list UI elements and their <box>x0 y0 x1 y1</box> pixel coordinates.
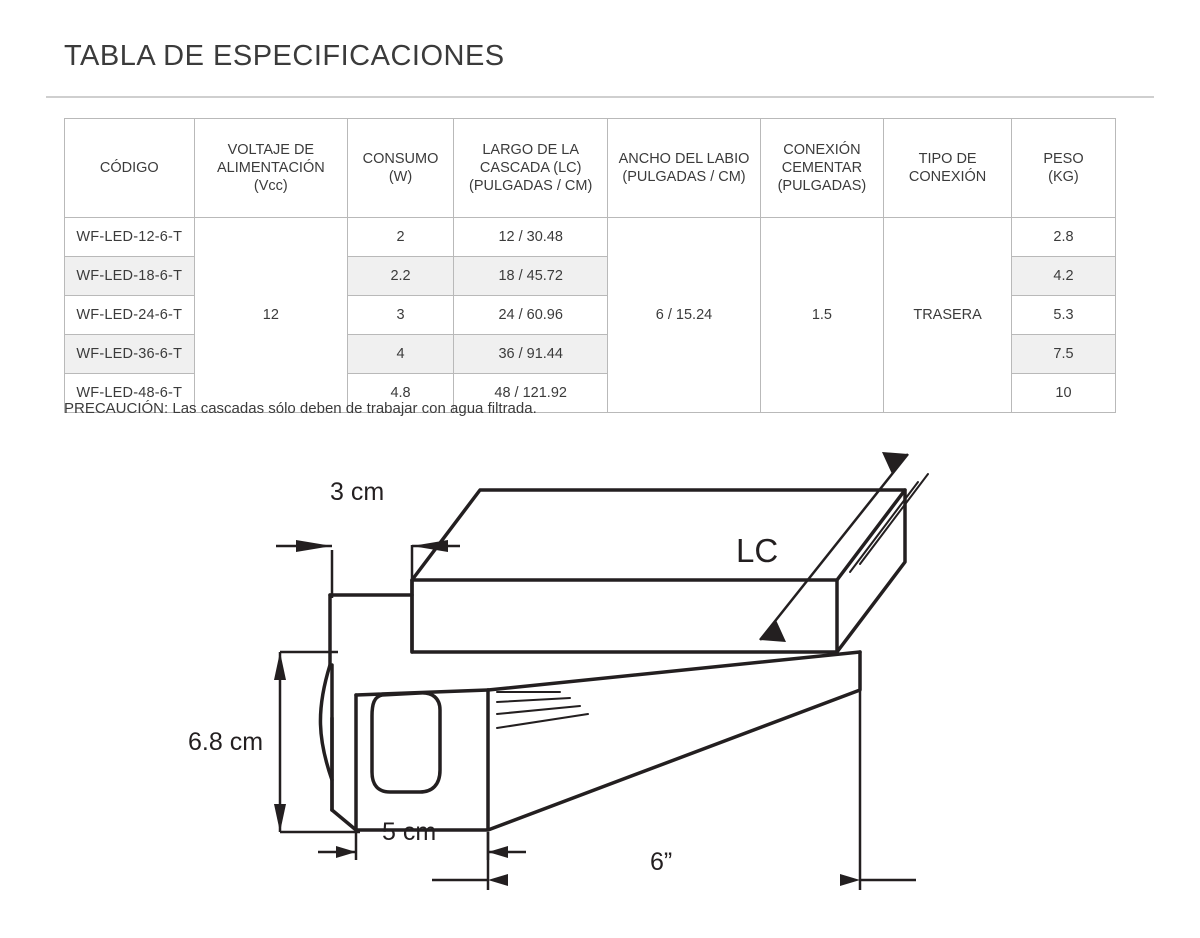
header-line: (Vcc) <box>253 178 288 195</box>
header-line: CASCADA (LC) <box>479 159 582 176</box>
column-header-tipo-conexion <box>884 119 1012 218</box>
column-header-ancho-labio <box>608 119 760 218</box>
column-header-largo <box>453 119 608 218</box>
page-title: TABLA DE ESPECIFICACIONES <box>64 40 505 72</box>
column-header-conexion-cementar <box>760 119 884 218</box>
cell-largo: 12 / 30.48 <box>453 218 608 257</box>
header-line: CONEXIÓN <box>783 141 861 158</box>
cell-consumo: 2 <box>348 218 454 257</box>
header-line: (PULGADAS / CM) <box>469 178 593 195</box>
cell-consumo: 3 <box>348 296 454 335</box>
cell-codigo: WF-LED-18-6-T <box>65 257 195 296</box>
cell-voltaje-merged: 12 <box>194 218 348 413</box>
cell-tipo-conexion-merged: TRASERA <box>884 218 1012 413</box>
header-line: (PULGADAS / CM) <box>622 169 746 185</box>
column-header-codigo <box>65 119 195 218</box>
cell-largo: 48 / 121.92 <box>453 374 608 413</box>
cell-largo: 24 / 60.96 <box>453 296 608 335</box>
cell-codigo: WF-LED-48-6-T <box>65 374 195 413</box>
cell-peso: 7.5 <box>1011 335 1115 374</box>
label-lip-span: 6” <box>650 848 673 876</box>
cell-codigo: WF-LED-36-6-T <box>65 335 195 374</box>
label-depth: 5 cm <box>382 818 437 846</box>
dimension-length <box>760 452 908 642</box>
specifications-table <box>64 118 1116 413</box>
column-header-peso <box>1011 119 1115 218</box>
cell-peso: 5.3 <box>1011 296 1115 335</box>
header-line: TIPO DE <box>918 150 977 167</box>
cell-ancho-labio-merged: 6 / 15.24 <box>608 218 760 413</box>
header-line: ANCHO DEL LABIO <box>618 150 750 167</box>
header-line: PESO <box>1043 150 1084 167</box>
table-header <box>65 119 1116 218</box>
header-line: LARGO DE LA <box>482 141 580 158</box>
table-row <box>65 218 1116 257</box>
cell-consumo: 4 <box>348 335 454 374</box>
header-line: CONEXIÓN <box>908 169 987 185</box>
column-header-voltaje <box>194 119 348 218</box>
cell-consumo: 2.2 <box>348 257 454 296</box>
table-body <box>65 218 1116 413</box>
cell-conexion-cementar-merged: 1.5 <box>760 218 884 413</box>
label-lip-width: 3 cm <box>330 478 385 506</box>
cell-largo: 18 / 45.72 <box>453 257 608 296</box>
cell-peso: 10 <box>1011 374 1115 413</box>
header-line: (PULGADAS) <box>777 178 867 195</box>
label-height: 6.8 cm <box>188 728 264 756</box>
header-line: (W) <box>388 169 413 185</box>
waterfall-body-outline <box>320 474 928 830</box>
dimension-lip-width <box>276 540 460 598</box>
cell-codigo: WF-LED-12-6-T <box>65 218 195 257</box>
table-header-row <box>65 119 1116 218</box>
title-divider <box>46 96 1154 98</box>
dimension-height <box>274 652 360 832</box>
header-line: ALIMENTACIÓN <box>217 159 325 176</box>
caution-note: PRECAUCIÓN: Las cascadas sólo deben de trabajar con agua filtrada. <box>64 400 537 417</box>
product-technical-drawing <box>60 440 1140 920</box>
cell-peso: 2.8 <box>1011 218 1115 257</box>
header-line: CÓDIGO <box>99 159 159 176</box>
header-line: CEMENTAR <box>781 159 863 176</box>
header-line: VOLTAJE DE <box>227 141 315 158</box>
cell-largo: 36 / 91.44 <box>453 335 608 374</box>
header-line: CONSUMO <box>362 150 439 167</box>
header-line: (KG) <box>1048 169 1079 185</box>
cell-peso: 4.2 <box>1011 257 1115 296</box>
cell-consumo: 4.8 <box>348 374 454 413</box>
column-header-consumo <box>348 119 454 218</box>
cell-codigo: WF-LED-24-6-T <box>65 296 195 335</box>
label-length-lc: LC <box>736 532 779 569</box>
